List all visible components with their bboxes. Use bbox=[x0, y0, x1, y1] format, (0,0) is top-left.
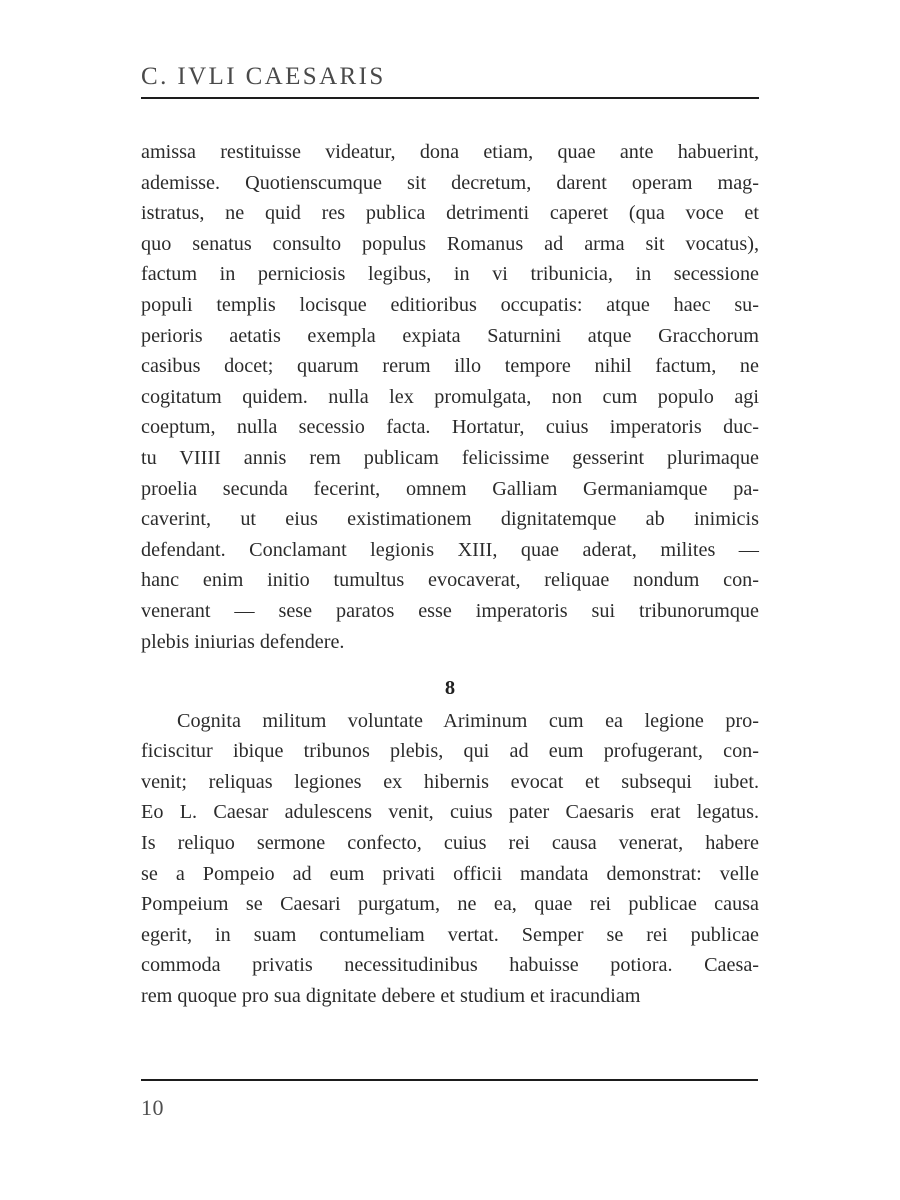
text-line-text: Cognita militum voluntate Ariminum cum ea legione pro- bbox=[177, 709, 759, 732]
text-line: Pompeium se Caesari purgatum, ne ea, quae rei publicae causa bbox=[141, 893, 759, 916]
text-line: coeptum, nulla secessio facta. Hortatur, cuius imperatoris duc- bbox=[141, 416, 759, 439]
section-number-heading: 8 bbox=[444, 677, 456, 700]
text-line: populi templis locisque editioribus occupatis: atque haec su- bbox=[141, 293, 759, 316]
text-line bbox=[141, 706, 759, 737]
text-line: hanc enim initio tumultus evocaverat, reliquae nondum con- bbox=[141, 569, 759, 592]
page-body bbox=[141, 137, 759, 1012]
text-line: commoda privatis necessitudinibus habuisse potiora. Caesa- bbox=[141, 954, 759, 977]
paragraph-continuation bbox=[141, 137, 759, 657]
text-line: proelia secunda fecerint, omnem Galliam Germaniamque pa- bbox=[141, 477, 759, 500]
running-head bbox=[141, 62, 759, 92]
text-line: plebis iniurias defendere. bbox=[141, 630, 345, 653]
footer-rule bbox=[141, 1079, 758, 1081]
text-line: factum in perniciosis legibus, in vi tribunicia, in secessione bbox=[141, 263, 759, 286]
text-line: venit; reliquas legiones ex hibernis evocat et subsequi iubet. bbox=[141, 770, 759, 793]
page-number: 10 bbox=[141, 1095, 164, 1120]
text-line: caverint, ut eius existimationem dignitatemque ab inimicis bbox=[141, 508, 759, 531]
text-line: quo senatus consulto populus Romanus ad arma sit vocatus), bbox=[141, 232, 759, 255]
text-line: ademisse. Quotienscumque sit decretum, darent operam mag- bbox=[141, 171, 759, 194]
text-line: Eo L. Caesar adulescens venit, cuius pater Caesaris erat legatus. bbox=[141, 801, 759, 824]
text-line: Is reliquo sermone confecto, cuius rei causa venerat, habere bbox=[141, 832, 759, 855]
text-line: egerit, in suam contumeliam vertat. Semper se rei publicae bbox=[141, 923, 759, 946]
text-line: se a Pompeio ad eum privati officii mandata demonstrat: velle bbox=[141, 862, 759, 885]
text-line: istratus, ne quid res publica detrimenti caperet (qua voce et bbox=[141, 202, 759, 225]
header-rule bbox=[141, 97, 759, 99]
text-line: tu VIIII annis rem publicam felicissime gesserint plurimaque bbox=[141, 446, 759, 469]
text-line: rem quoque pro sua dignitate debere et studium et iracundiam bbox=[141, 985, 641, 1008]
text-line: ficiscitur ibique tribunos plebis, qui ad eum profugerant, con- bbox=[141, 740, 759, 763]
text-line: cogitatum quidem. nulla lex promulgata, non cum populo agi bbox=[141, 385, 759, 408]
running-head-title: C. IVLI CAESARIS bbox=[141, 63, 386, 90]
paragraph-section-8 bbox=[141, 706, 759, 1012]
text-line: casibus docet; quarum rerum illo tempore nihil factum, ne bbox=[141, 355, 759, 378]
text-line: defendant. Conclamant legionis XIII, quae aderat, milites — bbox=[141, 538, 759, 561]
text-line: venerant — sese paratos esse imperatoris sui tribunorumque bbox=[141, 599, 759, 622]
text-line: amissa restituisse videatur, dona etiam, quae ante habuerint, bbox=[141, 141, 759, 163]
text-line: perioris aetatis exempla expiata Saturnini atque Gracchorum bbox=[141, 324, 759, 347]
